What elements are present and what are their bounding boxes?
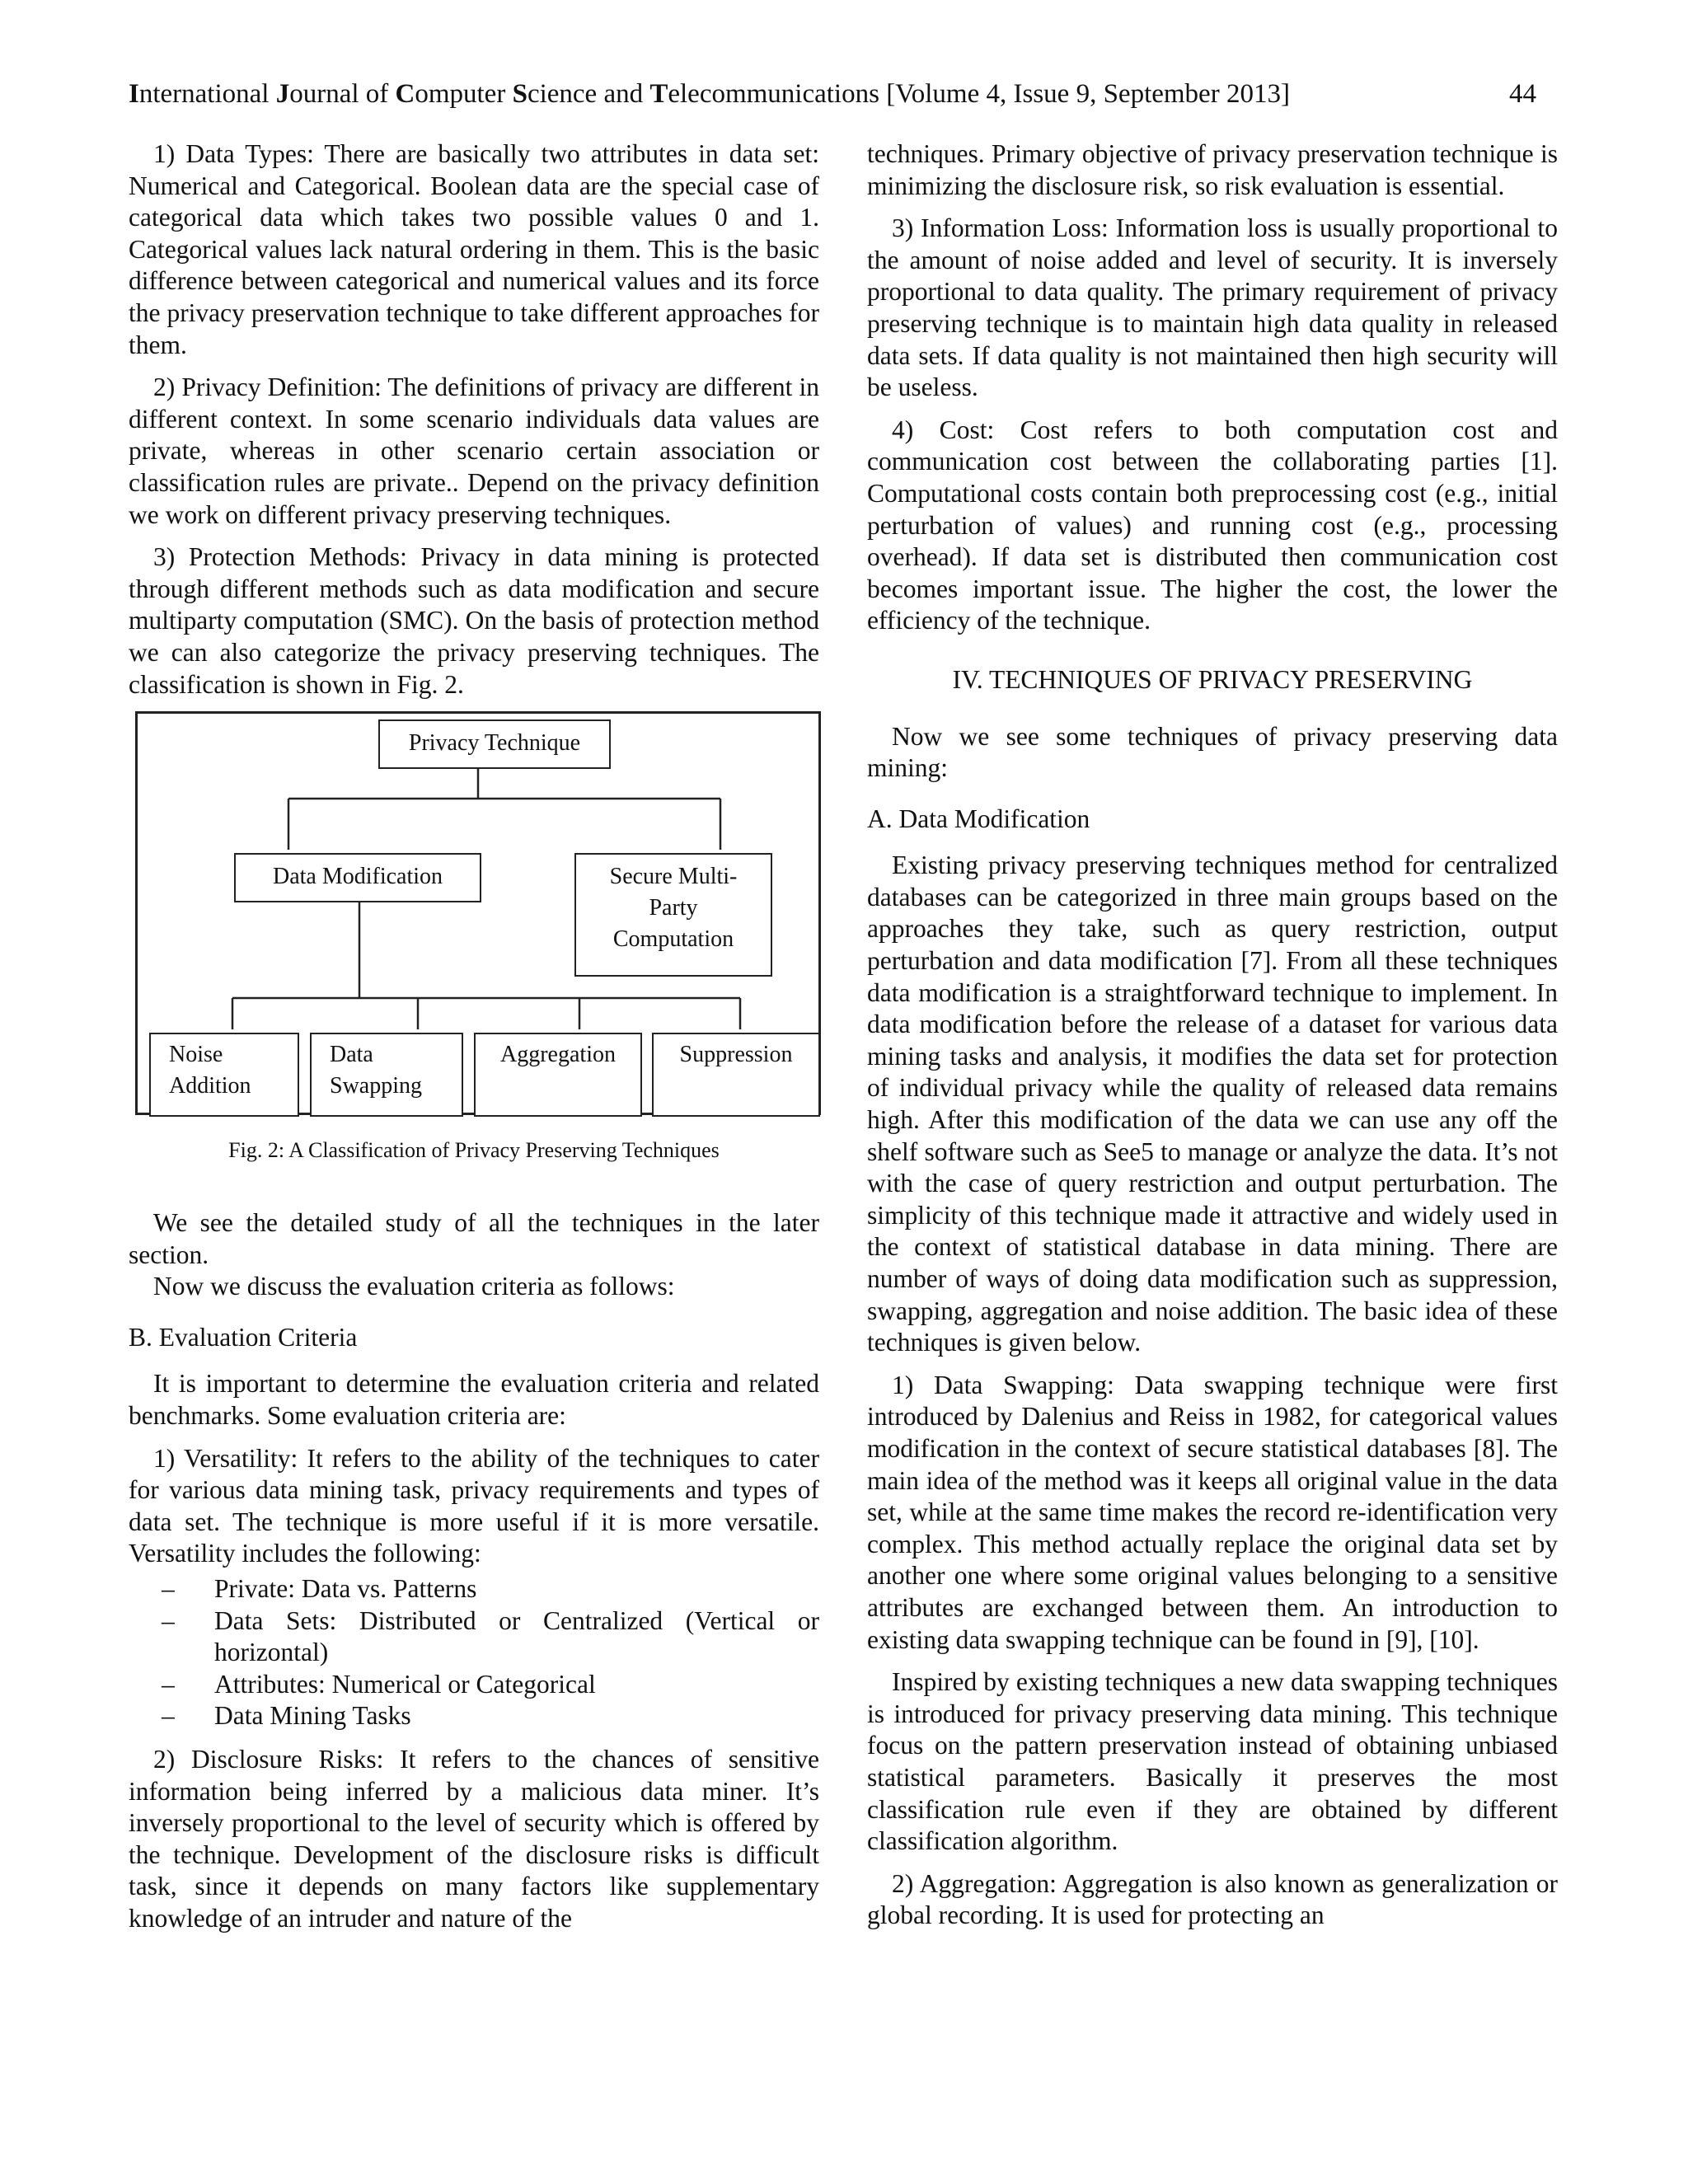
subsection-heading-data-modification: A. Data Modification xyxy=(867,804,1090,833)
paragraph-important: It is important to determine the evaluation criteria and related benchmarks. Some evaluation criteria are: xyxy=(129,1369,819,1431)
node-label: Privacy Technique xyxy=(408,730,581,757)
node-suppression xyxy=(652,1033,820,1117)
paragraph-disclosure-risks: 2) Disclosure Risks: It refers to the chances of sensitive information being inferred by a malicious data miner. It’s inversely proportional to the level of security which is offered by the technique. Development of the disclosure risks is difficult task, since it depends on many factors like supplementary knowledge of an intruder and nature of the xyxy=(129,1745,819,1933)
paragraph-privacy-definition: 2) Privacy Definition: The definitions of privacy are different in different context. In some scenario individuals data values are private, whereas in other scenario certain association or classification rules are private.. Depend on the privacy definition we work on different privacy preserving techniques. xyxy=(129,373,819,529)
list-item-text: Data Sets: Distributed or Centralized (Vertical or horizontal) xyxy=(214,1605,819,1667)
node-aggregation xyxy=(474,1033,642,1117)
dash-bullet: – xyxy=(162,1574,175,1604)
node-label: Party xyxy=(649,895,698,921)
paragraph-data-swapping: 1) Data Swapping: Data swapping technique were first introduced by Dalenius and Reiss in 1982, for categorical values modification in the context of secure statistical databases [8]. The main idea of the method was it keeps all original value in the data set, while at the same time makes the record re-identification very complex. This method actually replace the original data set by another one where some original values belonging to a sensitive attributes are exchanged between them. An introduction to existing data swapping technique can be found in [9], [10]. xyxy=(867,1370,1558,1654)
node-data-swapping xyxy=(310,1033,463,1117)
node-label: Data xyxy=(330,1042,373,1068)
dash-bullet: – xyxy=(162,1669,175,1699)
figure-classification-diagram xyxy=(129,711,819,1189)
list-item-text: Private: Data vs. Patterns xyxy=(214,1574,477,1604)
dash-bullet: – xyxy=(162,1605,175,1635)
left-column xyxy=(129,138,819,1946)
paragraph-now-discuss: Now we discuss the evaluation criteria as follows: xyxy=(153,1272,675,1301)
node-privacy-technique xyxy=(378,719,611,769)
figure-caption: Fig. 2: A Classification of Privacy Preserving Techniques xyxy=(228,1138,720,1163)
paragraph-inspired: Inspired by existing techniques a new data swapping techniques is introduced for privacy preserving data mining. This technique focus on the pattern preservation instead of obtaining unbiased statistical parameters. Basically it preserves the most classification rule even if they are obtained by different classification algorithm. xyxy=(867,1667,1558,1856)
node-label: Swapping xyxy=(330,1073,422,1099)
list-item xyxy=(162,1700,819,1732)
paragraph-continued: techniques. Primary objective of privacy preservation technique is minimizing the disclosure risk, so risk evaluation is essential. xyxy=(867,139,1558,200)
paragraph-now-see: Now we see some techniques of privacy preserving data mining: xyxy=(867,721,1558,783)
journal-title: International Journal of Computer Science and Telecommunications [Volume 4, Issue 9, September 2013] xyxy=(129,79,1290,109)
running-header xyxy=(129,76,1536,112)
paragraph-detailed-study: We see the detailed study of all the techniques in the later section. xyxy=(129,1208,819,1269)
paragraph-information-loss: 3) Information Loss: Information loss is usually proportional to the amount of noise added and level of security. It is inversely proportional to data quality. The primary requirement of privacy preserving technique is to maintain high data quality in released data sets. If data quality is not maintained then high security will be useless. xyxy=(867,213,1558,402)
versatility-list xyxy=(162,1573,819,1732)
section-heading-techniques: IV. TECHNIQUES OF PRIVACY PRESERVING xyxy=(952,664,1473,694)
page-number: 44 xyxy=(1509,79,1536,109)
node-noise-addition xyxy=(149,1033,299,1117)
list-item xyxy=(162,1605,819,1669)
node-label: Suppression xyxy=(679,1042,793,1068)
node-secure-multiparty xyxy=(574,853,772,977)
paragraph-existing-techniques: Existing privacy preserving techniques method for centralized databases can be categorized in three main groups based on the approaches they take, such as query restriction, output perturbation and data modification [7]. From all these techniques data modification is a straightforward technique to implement. In data modification before the release of a dataset for various data mining tasks and analysis, it modifies the data set for protection of individual privacy while the quality of released data remains high. After this modification of the data we can use any off the shelf software such as See5 to manage or analyze the data. It’s not with the case of query restriction and output perturbation. The simplicity of this technique made it attractive and widely used in the context of statistical database in data mining. There are number of ways of doing data modification such as suppression, swapping, aggregation and noise addition. The basic idea of these techniques is given below. xyxy=(867,851,1558,1357)
right-column xyxy=(867,138,1558,1943)
list-item xyxy=(162,1669,819,1701)
paragraph-versatility: 1) Versatility: It refers to the ability of the techniques to cater for various data mining task, privacy requirements and types of data set. The technique is more useful if it is more versatile. Versatility includes the following: xyxy=(129,1443,819,1568)
node-label: Noise xyxy=(169,1042,223,1068)
node-label: Computation xyxy=(612,926,734,953)
node-label: Aggregation xyxy=(500,1042,616,1068)
list-item-text: Attributes: Numerical or Categorical xyxy=(214,1669,596,1699)
paragraph-protection-methods: 3) Protection Methods: Privacy in data mining is protected through different methods such as data modification and secure multiparty computation (SMC). On the basis of protection method we can also categorize the privacy preserving techniques. The classification is shown in Fig. 2. xyxy=(129,542,819,699)
list-item xyxy=(162,1573,819,1605)
node-data-modification xyxy=(234,853,481,902)
node-label: Data Modification xyxy=(272,864,443,890)
paragraph-data-types: 1) Data Types: There are basically two attributes in data set: Numerical and Categorical. Boolean data are the special case of categorical data which takes two possible values 0 and 1. Categorical values lack natural ordering in them. This is the basic difference between categorical and numerical values and its force the privacy preservation technique to take different approaches for them. xyxy=(129,139,819,359)
list-item-text: Data Mining Tasks xyxy=(214,1701,411,1731)
paragraph-aggregation: 2) Aggregation: Aggregation is also known as generalization or global recording. It is used for protecting an xyxy=(867,1868,1558,1930)
subsection-heading-evaluation-criteria: B. Evaluation Criteria xyxy=(129,1322,358,1352)
node-label: Addition xyxy=(169,1073,251,1099)
node-label: Secure Multi- xyxy=(609,864,738,890)
paragraph-cost: 4) Cost: Cost refers to both computation cost and communication cost between the collaborating parties [1]. Computational costs contain both preprocessing cost (e.g., initial perturbation of values) and running cost (e.g., processing overhead). If data set is distributed then communication cost becomes important issue. The higher the cost, the lower the efficiency of the technique. xyxy=(867,415,1558,635)
dash-bullet: – xyxy=(162,1701,175,1731)
